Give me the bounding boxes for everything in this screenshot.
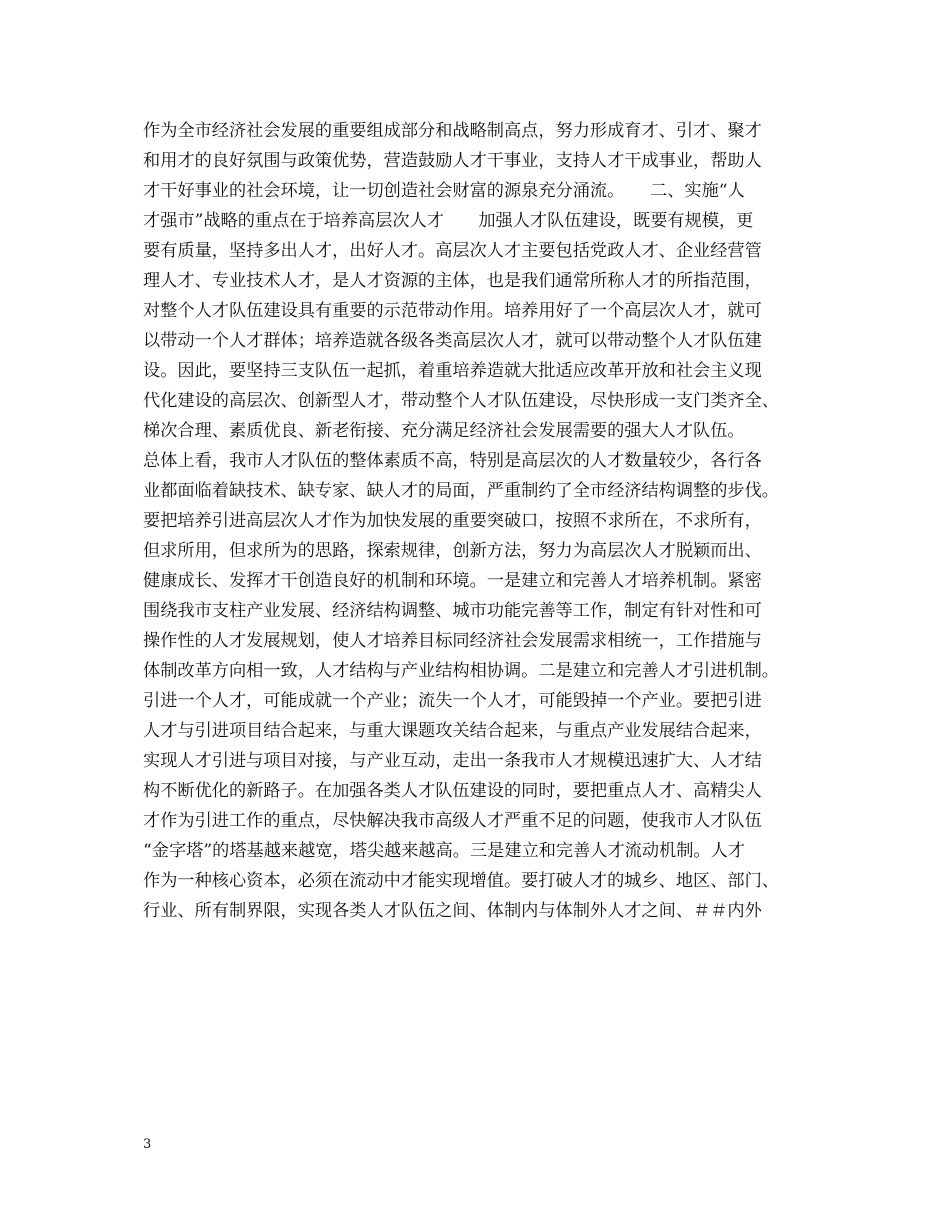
text-line: 对整个人才队伍建设具有重要的示范带动作用。培养用好了一个高层次人才，就可: [143, 301, 762, 321]
text-line: 代化建设的高层次、创新型人才，带动整个人才队伍建设，尽快形成一支门类齐全、: [143, 391, 779, 411]
text-line: 引进一个人才，可能成就一个产业；流失一个人才，可能毁掉一个产业。要把引进: [143, 691, 762, 711]
text-line: 以带动一个人才群体；培养造就各级各类高层次人才，就可以带动整个人才队伍建: [143, 331, 762, 351]
text-line: 围绕我市支柱产业发展、经济结构调整、城市功能完善等工作，制定有针对性和可: [143, 601, 762, 621]
text-line: 操作性的人才发展规划，使人才培养目标同经济社会发展需求相统一，工作措施与: [143, 631, 762, 651]
text-line: 作为全市经济社会发展的重要组成部分和战略制高点，努力形成育才、引才、聚才: [143, 121, 762, 141]
text-line: 健康成长、发挥才干创造良好的机制和环境。一是建立和完善人才培养机制。紧密: [143, 571, 762, 591]
text-line: 行业、所有制界限，实现各类人才队伍之间、体制内与体制外人才之间、＃＃内外: [143, 901, 762, 921]
text-line: 体制改革方向相一致，人才结构与产业结构相协调。二是建立和完善人才引进机制。: [143, 661, 779, 681]
text-line: 才强市”战略的重点在于培养高层次人才 加强人才队伍建设，既要有规模，更: [143, 211, 754, 231]
text-line: 作为一种核心资本，必须在流动中才能实现增值。要打破人才的城乡、地区、部门、: [143, 871, 779, 891]
text-line: 但求所用，但求所为的思路，探索规律，创新方法，努力为高层次人才脱颖而出、: [143, 541, 762, 561]
text-line: 要有质量，坚持多出人才，出好人才。高层次人才主要包括党政人才、企业经营管: [143, 241, 762, 261]
text-line: 梯次合理、素质优良、新老衔接、充分满足经济社会发展需要的强大人才队伍。: [143, 421, 745, 441]
text-line: 人才与引进项目结合起来，与重大课题攻关结合起来，与重点产业发展结合起来，: [143, 721, 762, 741]
text-line: 才作为引进工作的重点，尽快解决我市高级人才严重不足的问题，使我市人才队伍: [143, 811, 762, 831]
text-line: 构不断优化的新路子。在加强各类人才队伍建设的同时，要把重点人才、高精尖人: [143, 781, 762, 801]
text-line: “金字塔”的塔基越来越宽，塔尖越来越高。三是建立和完善人才流动机制。人才: [143, 841, 745, 861]
text-line: 要把培养引进高层次人才作为加快发展的重要突破口，按照不求所在，不求所有，: [143, 511, 762, 531]
text-line: 才干好事业的社会环境，让一切创造社会财富的源泉充分涌流。 二、实施“人: [143, 181, 745, 201]
page-number: 3: [143, 1137, 152, 1152]
text-line: 和用才的良好氛围与政策优势，营造鼓励人才干事业，支持人才干成事业，帮助人: [143, 151, 762, 171]
body-text: [143, 116, 833, 926]
text-line: 理人才、专业技术人才，是人才资源的主体，也是我们通常所称人才的所指范围，: [143, 271, 762, 291]
text-line: 业都面临着缺技术、缺专家、缺人才的局面，严重制约了全市经济结构调整的步伐。: [143, 481, 779, 501]
text-line: 实现人才引进与项目对接，与产业互动，走出一条我市人才规模迅速扩大、人才结: [143, 751, 762, 771]
text-line: 总体上看，我市人才队伍的整体素质不高，特别是高层次的人才数量较少，各行各: [143, 451, 762, 471]
text-line: 设。因此，要坚持三支队伍一起抓，着重培养造就大批适应改革开放和社会主义现: [143, 361, 762, 381]
